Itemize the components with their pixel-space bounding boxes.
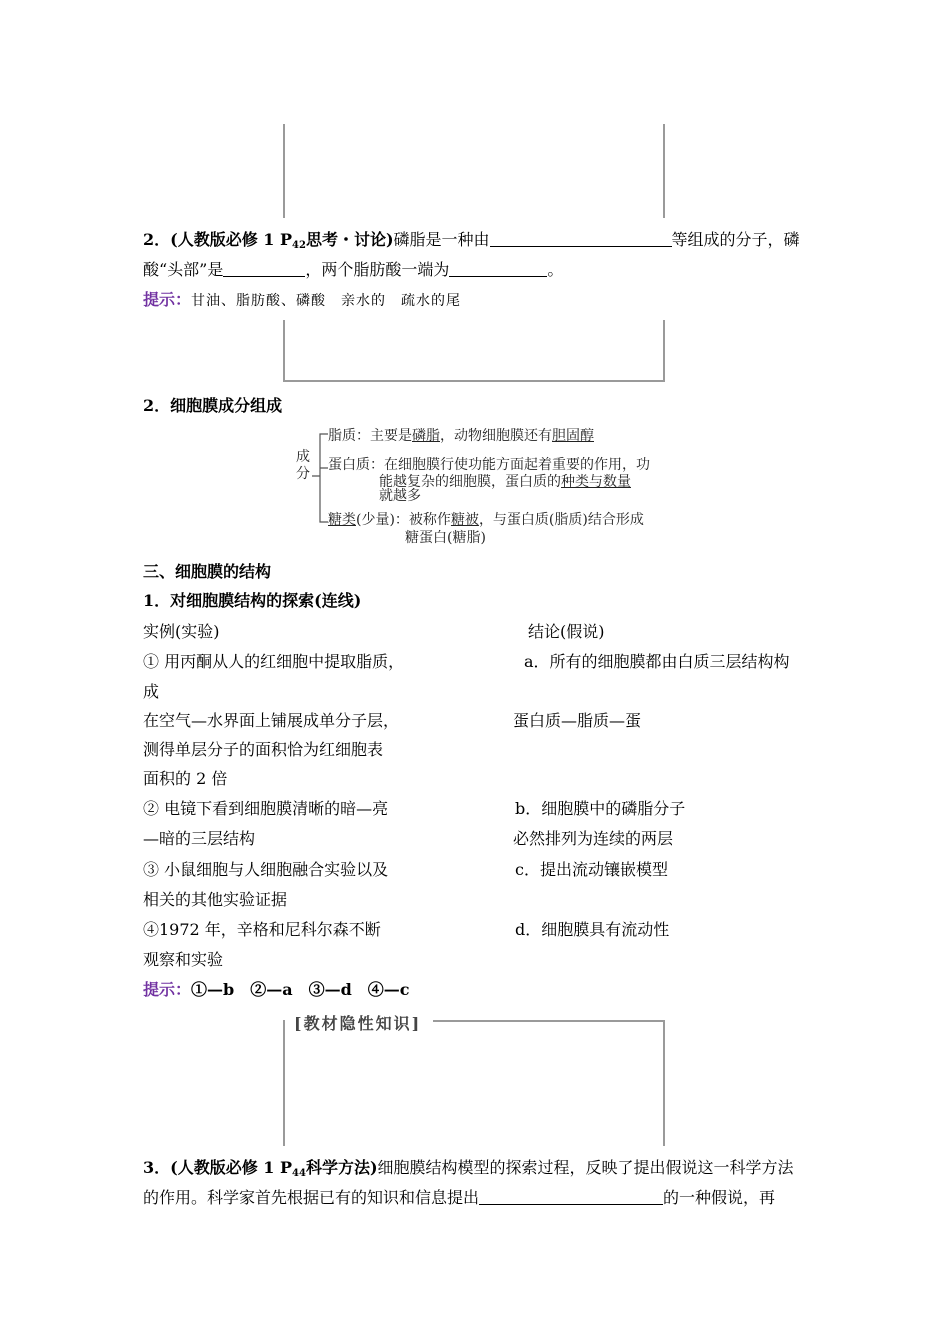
diagram-protein-row-1: 蛋白质：在细胞膜行使功能方面起着重要的作用，功: [328, 457, 650, 473]
conclusion-line: d．细胞膜具有流动性: [515, 920, 670, 939]
lipid-keyword-cholesterol: 胆固醇: [552, 428, 594, 444]
lipid-text: ，动物细胞膜还有: [440, 428, 552, 444]
q3-line1: [143, 1158, 794, 1184]
q2-blank-1[interactable]: [490, 230, 672, 247]
q3-line2: [143, 1188, 775, 1208]
left-column-header: 实例(实验): [143, 622, 220, 641]
q2-line2: [143, 260, 563, 280]
q3-source-page: 44: [292, 1168, 306, 1179]
example-line: ① 用丙酮从人的红细胞中提取脂质，: [143, 652, 405, 671]
q2-line1: [143, 230, 800, 256]
q2-blank-3[interactable]: [449, 260, 547, 277]
box-right-border: [663, 1020, 665, 1146]
conclusion-line: 必然排列为连续的两层: [513, 829, 674, 848]
diagram-root-char-2: 分: [296, 466, 310, 482]
sugar-text: ，与蛋白质(脂质)结合形成: [478, 512, 644, 528]
hint-body: 甘油、脂肪酸、磷酸 亲水的 疏水的尾: [191, 293, 462, 309]
conclusion-line: b．细胞膜中的磷脂分子: [515, 799, 686, 818]
diagram-sugar-row-2: 糖蛋白(糖脂): [405, 530, 486, 546]
box-title-text: 教材隐性知识: [303, 1014, 412, 1033]
q2-number: 2．: [143, 230, 171, 249]
q3-number: 3．: [143, 1158, 171, 1177]
example-line: ④1972 年，辛格和尼科尔森不断: [143, 920, 381, 939]
example-line: 观察和实验: [143, 950, 224, 969]
lipid-keyword-phospholipid: 磷脂: [412, 428, 440, 444]
top-frame-left-border: [283, 124, 285, 218]
q2-text: 酸“头部”是: [143, 260, 224, 279]
frame-right-border: [663, 320, 665, 382]
q3-source-tail: 科学方法): [305, 1158, 378, 1177]
diagram-sugar-row-1: [328, 512, 644, 529]
example-line: 在空气—水界面上铺展成单分子层，: [143, 711, 400, 730]
sugar-keyword: 糖类: [328, 512, 356, 528]
frame-bottom-border: [283, 380, 665, 382]
lipid-text: 脂质：主要是: [328, 428, 412, 444]
frame-left-border: [283, 320, 285, 382]
q2-source: (人教版必修 1 P: [170, 230, 293, 249]
example-line: 测得单层分子的面积恰为红细胞表: [143, 740, 384, 759]
conclusion-line: a．所有的细胞膜都由白质三层结构构: [524, 652, 790, 671]
hint-label: 提示：: [143, 290, 192, 309]
hint-1: [143, 290, 461, 311]
q2-text: 等组成的分子，磷: [671, 230, 800, 249]
q2-text: 。: [547, 260, 564, 279]
example-line: —暗的三层结构: [143, 829, 256, 848]
q3-text: 的一种假说，再: [663, 1188, 776, 1207]
protein-keyword: 种类与数量: [561, 474, 631, 490]
sugar-text: (少量)：被称作: [356, 512, 451, 528]
box-left-border: [283, 1020, 285, 1146]
section-2-title: 2．细胞膜成分组成: [143, 396, 283, 415]
example-line: ② 电镜下看到细胞膜清晰的暗—亮: [143, 799, 389, 818]
q2-source-page: 42: [292, 240, 306, 251]
conclusion-line: 蛋白质—脂质—蛋: [513, 711, 642, 730]
diagram-protein-row-3: 就越多: [379, 488, 421, 504]
q2-text: 磷脂是一种由: [393, 230, 490, 249]
box-top-border: [433, 1020, 665, 1022]
example-line: ③ 小鼠细胞与人细胞融合实验以及: [143, 860, 389, 879]
q3-source: (人教版必修 1 P: [170, 1158, 293, 1177]
sugar-keyword-glycocalyx: 糖被: [450, 512, 479, 528]
section-3-title: 三、细胞膜的结构: [143, 562, 272, 581]
diagram-lipid-row: [328, 428, 594, 445]
q2-blank-2[interactable]: [223, 260, 305, 277]
example-line: 相关的其他实验证据: [143, 890, 288, 909]
q3-blank-1[interactable]: [479, 1188, 663, 1205]
example-line: 成: [143, 682, 160, 701]
q3-text: 细胞膜结构模型的探索过程，反映了提出假说这一科学方法: [377, 1158, 794, 1177]
q3-text: 的作用。科学家首先根据已有的知识和信息提出: [143, 1188, 480, 1207]
right-column-header: 结论(假说): [528, 622, 605, 641]
q2-text: ，两个脂肪酸一端为: [305, 260, 450, 279]
hint-body: ①—b ②—a ③—d ④—c: [191, 980, 410, 999]
membrane-composition-diagram: [290, 426, 670, 550]
box-title-bracket-right: ]: [411, 1014, 422, 1033]
hint-label: 提示：: [143, 980, 192, 999]
conclusion-line: c．提出流动镶嵌模型: [515, 860, 668, 879]
protein-text: 能越复杂的细胞膜，蛋白质的: [379, 474, 561, 490]
example-line: 面积的 2 倍: [143, 769, 228, 788]
box-title-bracket-left: [: [294, 1014, 304, 1033]
section-3-subtitle: 1．对细胞膜结构的探索(连线): [143, 591, 362, 610]
hint-2: [143, 980, 410, 1000]
top-frame-right-border: [663, 124, 665, 218]
q2-source-tail: 思考・讨论): [305, 230, 394, 249]
diagram-root-char-1: 成: [296, 449, 310, 465]
box-title: [294, 1011, 421, 1034]
